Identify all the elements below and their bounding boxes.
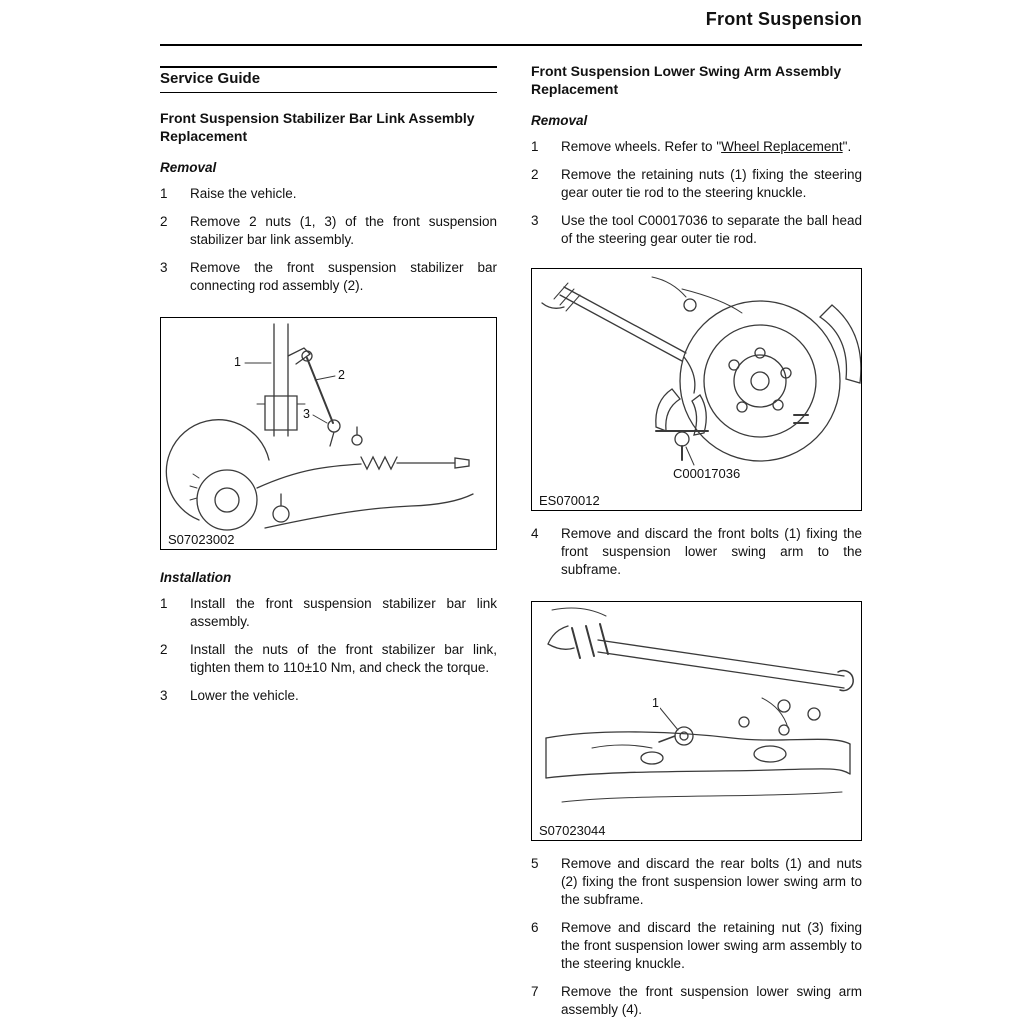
right-column (531, 46, 862, 1019)
step-text: Remove the front suspension stabilizer bar connecting rod assembly (2). (190, 260, 497, 293)
step-number: 4 (531, 526, 539, 541)
step-text-before-link: Remove wheels. Refer to " (561, 139, 722, 154)
content-columns (160, 46, 862, 1019)
step-text: Remove the retaining nuts (1) fixing the steering gear outer tie rod to the steering knuckle. (561, 167, 862, 200)
step-number: 1 (160, 186, 168, 201)
list-item (531, 983, 862, 1019)
list-item (531, 212, 862, 248)
list-item (531, 138, 862, 156)
list-item (160, 595, 497, 631)
figure-callout-2: 2 (338, 368, 345, 382)
list-item (160, 213, 497, 249)
step-text: Remove and discard the rear bolts (1) and nuts (2) fixing the front suspension lower swing arm to the subframe. (561, 856, 862, 907)
list-item (531, 525, 862, 579)
step-text: Remove the front suspension lower swing arm assembly (4). (561, 984, 862, 1017)
wheel-replacement-link[interactable]: Wheel Replacement (721, 139, 843, 154)
step-text: Remove and discard the front bolts (1) fixing the front suspension lower swing arm to the subframe. (561, 526, 862, 577)
figure-id-label: ES070012 (539, 493, 600, 508)
step-text: Install the nuts of the front stabilizer bar link, tighten them to 110±10 Nm, and check the torque. (190, 642, 497, 675)
step-number: 3 (160, 260, 168, 275)
step-number: 1 (531, 139, 539, 154)
step-number: 1 (160, 596, 168, 611)
service-guide-heading (160, 66, 497, 93)
stabilizer-link-drawing (161, 318, 496, 549)
step-text: Remove 2 nuts (1, 3) of the front suspension stabilizer bar link assembly. (190, 214, 497, 247)
step-number: 6 (531, 920, 539, 935)
step-text-after-link: ". (842, 139, 852, 154)
list-item (531, 166, 862, 202)
list-item (160, 687, 497, 705)
list-item (160, 185, 497, 203)
service-guide-label: Service Guide (160, 70, 261, 87)
step-text: Raise the vehicle. (190, 186, 297, 201)
step-number: 2 (160, 642, 168, 657)
figure-callout-1: 1 (234, 355, 241, 369)
figure-stabilizer-link (160, 317, 497, 550)
step-number: 3 (160, 688, 168, 703)
page-title: Front Suspension (705, 9, 862, 29)
removal-label: Removal (531, 113, 588, 128)
removal-label: Removal (160, 160, 217, 175)
step-number: 2 (160, 214, 168, 229)
list-item (160, 641, 497, 677)
step-text: Lower the vehicle. (190, 688, 299, 703)
list-item (160, 259, 497, 295)
list-item (531, 855, 862, 909)
left-column (160, 46, 497, 705)
tool-number-callout: C00017036 (673, 466, 741, 481)
section-title-swing-arm: Front Suspension Lower Swing Arm Assembly Replacement (531, 63, 842, 97)
step-number: 3 (531, 213, 539, 228)
figure-id-label: S07023044 (539, 823, 606, 838)
figure-swing-arm-bolt (531, 601, 862, 841)
step-number: 5 (531, 856, 539, 871)
section-title-stabilizer: Front Suspension Stabilizer Bar Link Assembly Replacement (160, 110, 475, 144)
figure-id-label: S07023002 (168, 532, 235, 547)
step-text: Remove and discard the retaining nut (3) fixing the front suspension lower swing arm assembly to the steering knuckle. (561, 920, 862, 971)
swing-arm-bolt-drawing (532, 602, 862, 840)
step-number: 7 (531, 984, 539, 999)
figure-callout-3: 3 (303, 407, 310, 421)
list-item (531, 919, 862, 973)
figure-tie-rod-tool (531, 268, 862, 511)
step-text (561, 138, 862, 156)
installation-label: Installation (160, 570, 232, 585)
figure-callout-1: 1 (652, 696, 659, 710)
step-text: Install the front suspension stabilizer bar link assembly. (190, 596, 497, 629)
step-text: Use the tool C00017036 to separate the ball head of the steering gear outer tie rod. (561, 213, 862, 246)
step-number: 2 (531, 167, 539, 182)
